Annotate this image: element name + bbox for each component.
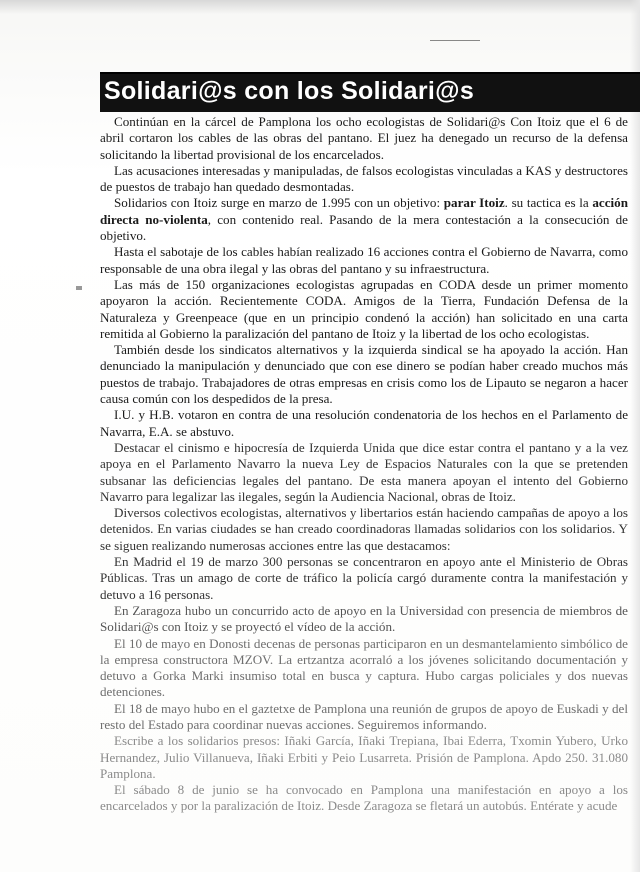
paragraph-8: Destacar el cinismo e hipocresía de Izquierda Unida que dice estar contra el pantano y a la vez apoya en el Parlamento Navarro la nueva Ley de Espacios Naturales con la que se pretenden subsanar las deficiencias legales del pantano. De esta manera apoyan el intento del Gobierno Navarro para legalizar las ilegales, según la Audiencia Nacional, obras de Itoiz. [100, 439, 628, 504]
paragraph-7: I.U. y H.B. votaron en contra de una resolución condenatoria de los hechos en el Parlamento de Navarra, E.A. se abstuvo. [100, 407, 628, 439]
paragraph-6: También desde los sindicatos alternativos y la izquierda sindical se ha apoyado la acción. Han denunciado la manipulación y denunciado que con ese dinero se podían haber creado muchos más puestos de trabajo. Trabajadores de otras empresas en crisis como los de Lipauto se negaron a hacer causa común con los despedidos de la presa. [100, 342, 628, 407]
scan-right-edge [630, 0, 640, 872]
paragraph-3 [100, 195, 628, 244]
paragraph-14: Escribe a los solidarios presos: Iñaki García, Iñaki Trepiana, Ibai Ederra, Txomin Yubero, Urko Hernandez, Julio Villanueva, Iñaki Erbiti y Peio Lusarreta. Prisión de Pamplona. Apdo 250. 31.080 Pamplona. [100, 733, 628, 781]
paragraph-10: En Madrid el 19 de marzo 300 personas se concentraron en apoyo ante el Ministerio de Obras Públicas. Tras un amago de corte de tráfico la policía cargó duramente contra la manifestación y detuvo a 16 personas. [100, 554, 628, 602]
page-title: Solidari@s con los Solidari@s [104, 77, 475, 105]
paragraph-4: Hasta el sabotaje de los cables habían realizado 16 acciones contra el Gobierno de Navarra, como responsable de una obra ilegal y las obras del pantano y su infraestructura. [100, 244, 628, 276]
paragraph-5: Las más de 150 organizaciones ecologistas agrupadas en CODA desde un primer momento apoyaron la acción. Recientemente CODA. Amigos de la Tierra, Fundación Defensa de la Naturaleza y Greenpeace (que en un principio condenó la acción) han solicitado en una carta remitida al Gobierno la paralización del pantano de Itoiz y la libertad de los ocho ecologistas. [100, 276, 628, 341]
paragraph-15: El sábado 8 de junio se ha convocado en Pamplona una manifestación en apoyo a los encarcelados y por la paralización de Itoiz. Desde Zaragoza se fletará un autobús. Entérate y acude [100, 782, 628, 814]
scan-margin-mark [76, 286, 82, 290]
paragraph-3-emphasis-a: parar Itoiz [443, 195, 505, 211]
paragraph-3-text-a: Solidarios con Itoiz surge en marzo de 1.995 con un objetivo: [114, 195, 444, 211]
paragraph-11: En Zaragoza hubo un concurrido acto de apoyo en la Universidad con presencia de miembros de Solidari@s con Itoiz y se proyectó el vídeo de la acción. [100, 602, 628, 635]
paragraph-12: El 10 de mayo en Donosti decenas de personas participaron en un desmantelamiento simbólico de la empresa constructora MZOV. La ertzantza acorraló a los jóvenes solicitando documentación y detuvo a Gorka Marki insumiso total en busca y captura. Hubo cargas policiales y dos nuevas detenciones. [100, 635, 628, 700]
paragraph-3-text-b: . su tactica es la [504, 195, 593, 211]
paragraph-2: Las acusaciones interesadas y manipuladas, de falsos ecologistas vinculadas a KAS y destructores de puestos de trabajo han quedado desmontadas. [100, 162, 628, 195]
title-banner [100, 72, 640, 112]
paragraph-3-emphasis-b: acción directa no-violenta [100, 195, 628, 227]
scan-top-shadow [0, 0, 640, 14]
paragraph-1: Continúan en la cárcel de Pamplona los ocho ecologistas de Solidari@s Con Itoiz que el 6 de abril cortaron los cables de las obras del pantano. El juez ha denegado un recurso de la defensa solicitando la libertad provisional de los encarcelados. [100, 114, 628, 162]
article-body [100, 114, 628, 815]
paragraph-3-text-c: , con contenido real. Pasando de la mera contestación a la consecución de objetivo. [100, 211, 628, 244]
paragraph-13: El 18 de mayo hubo en el gaztetxe de Pamplona una reunión de grupos de apoyo de Euskadi y del resto del Estado para coordinar nuevas acciones. Seguiremos informando. [100, 700, 628, 732]
scan-mark [430, 40, 480, 41]
paragraph-9: Diversos colectivos ecologistas, alternativos y libertarios están haciendo campañas de apoyo a los detenidos. En varias ciudades se han creado coordinadoras llamadas solidarios con los solidarios. Y se siguen realizando numerosas acciones entre las que destacamos: [100, 505, 628, 553]
